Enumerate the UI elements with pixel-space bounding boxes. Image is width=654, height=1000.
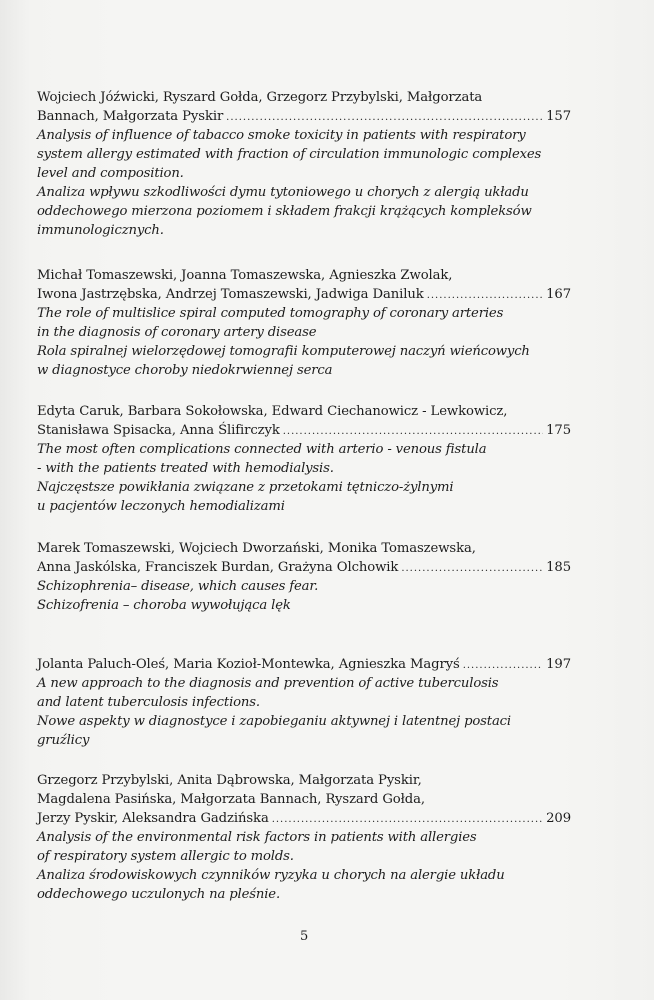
entry-title-en: A new approach to the diagnosis and prevention of active tuberculosis <box>37 676 499 691</box>
entry-title-en: system allergy estimated with fraction of circulation immunologic complexes <box>37 147 542 162</box>
entry-authors: Marek Tomaszewski, Wojciech Dworzański, Monika Tomaszewska, <box>37 541 476 556</box>
entry-title-en: in the diagnosis of coronary artery disease <box>37 325 317 340</box>
entry-authors: Grzegorz Przybylski, Anita Dąbrowska, Małgorzata Pyskir, <box>37 773 422 788</box>
leader-dots <box>401 559 543 578</box>
entry-title-pl: Nowe aspekty w diagnostyce i zapobieganiu aktywnej i latentnej postaci <box>37 714 511 729</box>
leader-dots <box>272 810 543 829</box>
entry-authors: Wojciech Jóźwicki, Ryszard Gołda, Grzegorz Przybylski, Małgorzata <box>37 90 483 105</box>
entry-authors-leader <box>37 421 571 440</box>
entry-title-en: of respiratory system allergic to molds. <box>37 849 294 864</box>
leader-dots <box>226 108 543 127</box>
entry-title-en: The most often complications connected with arterio - venous fistula <box>37 442 487 457</box>
entry-authors: Iwona Jastrzębska, Andrzej Tomaszewski, Jadwiga Daniluk <box>37 287 424 302</box>
entry-page-number: 209 <box>546 811 571 826</box>
entry-title-pl: gruźlicy <box>37 733 90 748</box>
entry-authors-leader <box>37 107 571 126</box>
entry-authors-leader <box>37 655 571 674</box>
entry-authors: Bannach, Małgorzata Pyskir <box>37 109 224 124</box>
entry-title-en: level and composition. <box>37 166 184 181</box>
entry-authors: Edyta Caruk, Barbara Sokołowska, Edward Ciechanowicz - Lewkowicz, <box>37 404 508 419</box>
entry-title-pl: oddechowego uczulonych na pleśnie. <box>37 887 280 902</box>
entry-page-number: 167 <box>546 287 571 302</box>
entry-authors: Stanisława Spisacka, Anna Ślifirczyk <box>37 423 280 438</box>
entry-page-number: 185 <box>546 560 571 575</box>
entry-page-number: 175 <box>546 423 571 438</box>
entry-authors-leader <box>37 809 571 828</box>
entry-title-pl: Rola spiralnej wielorzędowej tomografii komputerowej naczyń wieńcowych <box>37 344 530 359</box>
entry-page-number: 197 <box>546 657 571 672</box>
entry-title-en: Schizophrenia– disease, which causes fear. <box>37 579 319 594</box>
entry-title-pl: oddechowego mierzona poziomem i składem frakcji krążących kompleksów <box>37 204 532 219</box>
entry-authors: Magdalena Pasińska, Małgorzata Bannach, Ryszard Gołda, <box>37 792 425 807</box>
entry-title-pl: Schizofrenia – choroba wywołująca lęk <box>37 598 291 613</box>
entry-authors: Michał Tomaszewski, Joanna Tomaszewska, Agnieszka Zwolak, <box>37 268 453 283</box>
entry-title-pl: Najczęstsze powikłania związane z przetokami tętniczo-żylnymi <box>37 480 454 495</box>
entry-title-pl: Analiza wpływu szkodliwości dymu tytoniowego u chorych z alergią układu <box>37 185 529 200</box>
entry-title-pl: w diagnostyce choroby niedokrwiennej serca <box>37 363 333 378</box>
entry-authors: Jerzy Pyskir, Aleksandra Gadzińska <box>37 811 269 826</box>
entry-title-en: Analysis of influence of tabacco smoke toxicity in patients with respiratory <box>37 128 526 143</box>
leader-dots <box>463 656 543 675</box>
entry-title-pl: Analiza środowiskowych czynników ryzyka u chorych na alergie układu <box>37 868 505 883</box>
entry-title-en: - with the patients treated with hemodialysis. <box>37 461 334 476</box>
entry-authors: Jolanta Paluch-Oleś, Maria Kozioł-Montewka, Agnieszka Magryś <box>37 657 460 672</box>
page-number: 5 <box>300 929 309 944</box>
entry-title-en: Analysis of the environmental risk factors in patients with allergies <box>37 830 477 845</box>
entry-title-en: and latent tuberculosis infections. <box>37 695 260 710</box>
entry-title-en: The role of multislice spiral computed tomography of coronary arteries <box>37 306 504 321</box>
entry-authors: Anna Jaskólska, Franciszek Burdan, Grażyna Olchowik <box>37 560 399 575</box>
leader-dots <box>427 286 543 305</box>
entry-page-number: 157 <box>546 109 571 124</box>
entry-authors-leader <box>37 285 571 304</box>
entry-authors-leader <box>37 558 571 577</box>
leader-dots <box>283 422 543 441</box>
entry-title-pl: u pacjentów leczonych hemodializami <box>37 499 285 514</box>
entry-title-pl: immunologicznych. <box>37 223 164 238</box>
